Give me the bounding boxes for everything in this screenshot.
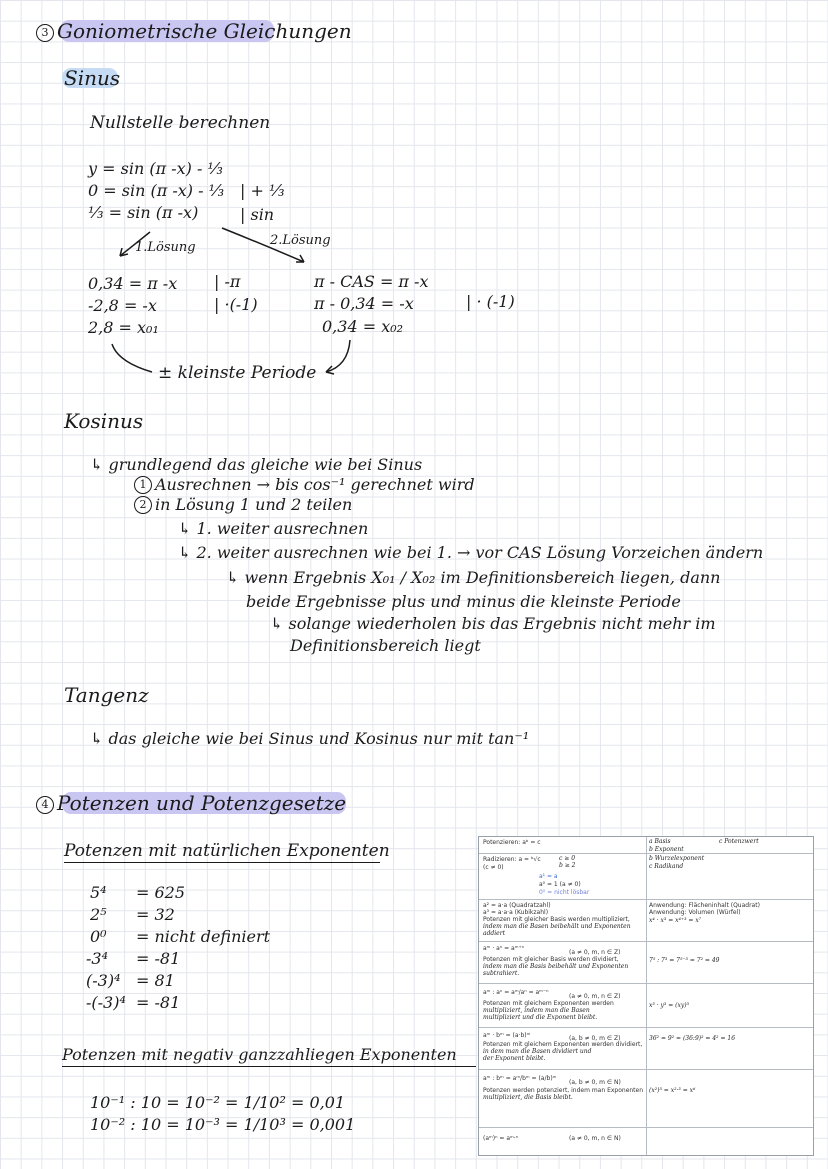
- potenz-row-1-right: = 625: [136, 883, 186, 902]
- table-row-5: [479, 1027, 813, 1028]
- kosinus-line-6: ↳ wenn Ergebnis X₀₁ / X₀₂ im Definitionsbereich liegen, dann: [226, 568, 721, 587]
- tangenz-line-1: ↳ das gleiche wie bei Sinus und Kosinus nur mit tan⁻¹: [90, 729, 530, 748]
- sinus-eq-1: y = sin (π -x) - ⅓: [88, 159, 223, 178]
- table-law-3-cond: (a, b ≠ 0, m ∈ Z): [569, 1035, 621, 1042]
- potenz-row-5-left: (-3)⁴: [86, 971, 121, 990]
- table-row-1: [479, 853, 813, 854]
- table-potenzwert: c Potenzwert: [719, 838, 759, 845]
- table-mult-exp-3: multipliziert und die Exponent bleibt.: [483, 1014, 598, 1021]
- table-wurzelexponent: b Wurzelexponent: [649, 855, 705, 862]
- tangenz-heading: Tangenz: [64, 683, 149, 707]
- natuerliche-exponenten-heading: Potenzen mit natürlichen Exponenten: [64, 841, 390, 861]
- section-3-title-text: Goniometrische Gleichungen: [57, 19, 352, 43]
- section-4-title-text: Potenzen und Potenzgesetze: [57, 791, 347, 815]
- table-radizieren-cond: (c ≠ 0): [483, 864, 504, 871]
- table-00: 0⁰ = nicht lösbar: [539, 889, 590, 896]
- table-radikand: c Radikand: [649, 863, 684, 870]
- table-row-4: [479, 983, 813, 984]
- table-row-7: [479, 1127, 813, 1128]
- periode-hook-left: [112, 344, 152, 372]
- table-law-5: (aᵐ)ⁿ = aᵐ·ⁿ: [483, 1135, 519, 1142]
- nullstelle-heading: Nullstelle berechnen: [90, 113, 271, 133]
- kosinus-line-9: Definitionsbereich liegt: [290, 636, 481, 655]
- table-div-rule-1: Potenzen mit gleicher Basis werden dividiert,: [483, 956, 619, 963]
- potenz-row-4-left: -3⁴: [86, 949, 108, 968]
- kosinus-line-7: beide Ergebnisse plus und minus die kleinste Periode: [246, 592, 681, 611]
- section-3-number: 3: [36, 24, 54, 42]
- table-law-3: aᵐ · bᵐ = (a·b)ᵐ: [483, 1032, 531, 1039]
- kosinus-heading: Kosinus: [64, 409, 144, 433]
- potenz-row-6-right: = -81: [136, 993, 181, 1012]
- potenzgesetze-table: [478, 836, 814, 1156]
- table-law-4-cond: (a, b ≠ 0, m ∈ N): [569, 1079, 621, 1086]
- table-div-exp-3: der Exponent bleibt.: [483, 1055, 546, 1062]
- loesung-1-line-2: -2,8 = -x: [88, 296, 157, 315]
- table-law-1-cond: (a ≠ 0, m, n ∈ Z): [569, 949, 621, 956]
- table-divider: [646, 837, 647, 1155]
- table-c-cond: c ≥ 0: [559, 855, 576, 862]
- sinus-op-2: | sin: [240, 205, 275, 224]
- loesung-1-label: 1.Lösung: [135, 240, 196, 255]
- loesung-2-line-3: 0,34 = x₀₂: [322, 317, 404, 336]
- table-pow-rule-2: multipliziert, die Basis bleibt.: [483, 1094, 573, 1101]
- loesung-2-line-2: π - 0,34 = -x: [314, 294, 414, 313]
- table-a0: a⁰ = 1 (a ≠ 0): [539, 881, 581, 888]
- potenz-row-4-right: = -81: [136, 949, 181, 968]
- loesung-1-line-3: 2,8 = x₀₁: [88, 318, 159, 337]
- table-law-2: aᵐ : aⁿ = aᵐ/aⁿ = aᵐ⁻ⁿ: [483, 989, 549, 996]
- table-div-rule-3: subtrahiert.: [483, 970, 520, 977]
- potenz-row-5-right: = 81: [136, 971, 175, 990]
- potenz-row-6-left: -(-3)⁴: [86, 993, 126, 1012]
- table-basis: a Basis: [649, 838, 671, 845]
- table-div-rule-2: indem man die Basis beibehält und Exponenten: [483, 963, 629, 970]
- table-mult-exp-1: Potenzen mit gleichem Exponenten werden: [483, 1000, 614, 1007]
- kosinus-line-8: ↳ solange wiederholen bis das Ergebnis nicht mehr im: [270, 614, 716, 633]
- table-potenzieren: Potenzieren: aᵇ = c: [483, 839, 541, 846]
- step-2-number: 2: [134, 496, 152, 514]
- table-law-5-cond: (a ≠ 0, m, n ∈ N): [569, 1135, 621, 1142]
- table-kubik: a³ = a·a·a (Kubikzahl): [483, 909, 549, 916]
- loesung-1-line-1: 0,34 = π -x: [88, 274, 178, 293]
- table-law-1: aᵐ · aⁿ = aᵐ⁺ⁿ: [483, 945, 525, 952]
- loesung-1-op-2: | ·(-1): [214, 295, 258, 314]
- table-row-2: [479, 899, 813, 900]
- table-exponent: b Exponent: [649, 846, 684, 853]
- negative-example-2: 10⁻² : 10 = 10⁻³ = 1/10³ = 0,001: [90, 1115, 356, 1134]
- sinus-eq-2: 0 = sin (π -x) - ⅓: [88, 181, 225, 200]
- negative-exponenten-heading: Potenzen mit negativ ganzzahliegen Exponenten: [62, 1045, 457, 1064]
- loesung-2-label: 2.Lösung: [270, 233, 331, 248]
- table-pow-rule-1: Potenzen werden potenziert, indem man Exponenten: [483, 1087, 644, 1094]
- negative-example-1: 10⁻¹ : 10 = 10⁻² = 1/10² = 0,01: [90, 1093, 346, 1112]
- table-div-exp-1: Potenzen mit gleichem Exponenten werden dividiert,: [483, 1041, 643, 1048]
- table-a1: a¹ = a: [539, 873, 558, 880]
- table-mult-rule-1: Potenzen mit gleicher Basis werden multipliziert,: [483, 916, 630, 923]
- arrow-loesung-2: [222, 228, 304, 262]
- table-mult-rule-2: indem man die Basen beibehält und Exponenten: [483, 923, 631, 930]
- table-div-exp-2: in dem man die Basen dividiert und: [483, 1048, 592, 1055]
- table-example-1: x⁴ · x³ = x⁴⁺³ = x⁷: [649, 917, 702, 924]
- kosinus-line-5: ↳ 2. weiter ausrechnen wie bei 1. → vor CAS Lösung Vorzeichen ändern: [178, 543, 764, 562]
- kosinus-line-3: 2 in Lösung 1 und 2 teilen: [134, 496, 352, 514]
- sinus-heading: Sinus: [64, 66, 121, 90]
- loesung-2-line-1: π - CAS = π -x: [314, 272, 429, 291]
- potenz-row-1-left: 5⁴: [90, 883, 107, 902]
- table-radizieren: Radizieren: a = ᵇ√c: [483, 856, 541, 863]
- kosinus-line-4: ↳ 1. weiter ausrechnen: [178, 519, 369, 538]
- table-quadrat: a² = a·a (Quadratzahl): [483, 902, 551, 909]
- table-anwendung-1: Anwendung: Flächeninhalt (Quadrat): [649, 902, 760, 909]
- table-law-4: aᵐ : bᵐ = aᵐ/bᵐ = (a/b)ᵐ: [483, 1075, 557, 1082]
- arrow-loesung-1: [120, 232, 150, 256]
- table-example-5: (x²)³ = x²·³ = x⁶: [649, 1087, 696, 1094]
- step-1-number: 1: [134, 476, 152, 494]
- kleinste-periode: ± kleinste Periode: [158, 363, 317, 383]
- loesung-1-op-1: | -π: [214, 272, 241, 291]
- loesung-2-op: | · (-1): [466, 292, 515, 311]
- table-mult-exp-2: multipliziert, indem man die Basen: [483, 1007, 590, 1014]
- potenz-row-2-left: 2⁵: [90, 905, 107, 924]
- section-4-number: 4: [36, 796, 54, 814]
- table-mult-rule-3: addiert: [483, 930, 506, 937]
- kosinus-line-1: ↳ grundlegend das gleiche wie bei Sinus: [90, 455, 423, 474]
- table-row-6: [479, 1069, 813, 1070]
- table-anwendung-2: Anwendung: Volumen (Würfel): [649, 909, 741, 916]
- sinus-op-1: | + ⅓: [240, 181, 285, 200]
- table-example-4: 36² = 9² = (36:9)² = 4² = 16: [649, 1035, 736, 1042]
- potenz-row-3-right: = nicht definiert: [136, 927, 271, 946]
- table-row-3: [479, 941, 813, 942]
- potenz-row-3-left: 0⁰: [90, 927, 107, 946]
- table-law-2-cond: (a ≠ 0, m, n ∈ Z): [569, 993, 621, 1000]
- kosinus-line-2: 1 Ausrechnen → bis cos⁻¹ gerechnet wird: [134, 476, 475, 494]
- table-b-cond: b ≥ 2: [559, 862, 576, 869]
- table-example-2: 7⁵ : 7³ = 7⁵⁻³ = 7² = 49: [649, 957, 720, 964]
- potenz-row-2-right: = 32: [136, 905, 175, 924]
- table-example-3: x³ · y³ = (xy)³: [649, 1002, 690, 1009]
- sinus-eq-3: ⅓ = sin (π -x): [88, 203, 199, 222]
- periode-hook-right: [326, 340, 350, 372]
